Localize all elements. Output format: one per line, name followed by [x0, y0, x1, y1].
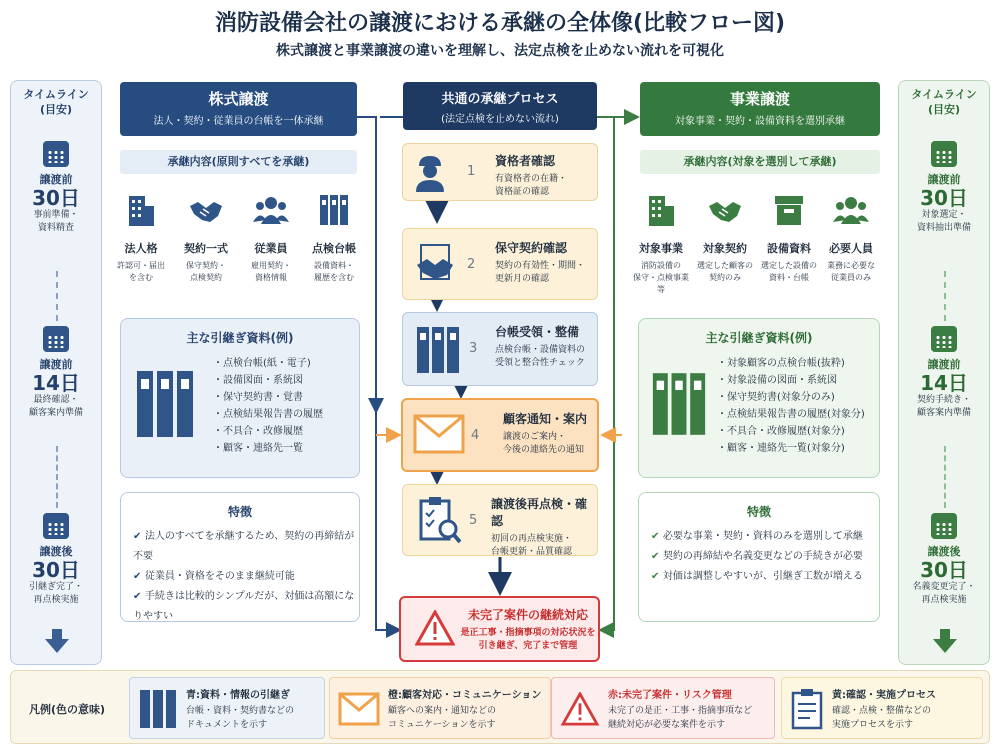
timeline-dash: [56, 446, 58, 508]
process-step-5: [402, 484, 598, 556]
step-desc: 初回の再点検実施・: [491, 534, 573, 544]
binder-icon: [415, 325, 461, 375]
legend-desc: コミュニケーションを示す: [388, 720, 496, 730]
clipboard-icon: [790, 688, 824, 730]
list-item: ・ 顧客・連絡先一覧: [213, 440, 323, 457]
category-sub: 契約のみ: [709, 273, 741, 282]
archive-box-icon: [771, 192, 807, 228]
feature-text: 必要な事業・契約・資料のみを選別して承継: [662, 531, 863, 542]
step-title: 台帳受領・整備: [495, 325, 580, 339]
business-materials-list: [717, 355, 865, 457]
risk-desc: 引き継ぎ、完了まで管理: [478, 641, 578, 651]
timeline-note: 引継ぎ完了・: [28, 582, 83, 592]
list-item: ・ 不具合・改修履歴: [213, 423, 323, 440]
handshake-doc-icon: [415, 243, 455, 283]
stock-category: [177, 192, 235, 284]
legend-title: 青:資料・情報の引継ぎ: [186, 690, 290, 701]
step-number: 3: [469, 341, 478, 356]
binder-icon: [651, 369, 707, 439]
business-materials-title: 主な引継ぎ資料(例): [705, 331, 813, 345]
binder-icon: [138, 688, 178, 730]
step-desc: 更新月の確認: [495, 274, 550, 284]
stock-scope-label: 承継内容(原則すべてを承継): [120, 150, 357, 174]
warning-icon: [415, 610, 455, 646]
stock-category: [305, 192, 363, 284]
business-features-list: [651, 527, 863, 587]
category-sub: 履歴を含む: [314, 273, 354, 282]
timeline-days: 14日: [32, 371, 80, 395]
timeline-days: 30日: [32, 558, 80, 582]
legend-label: 凡例(色の意味): [29, 703, 106, 716]
timeline-when: 譲渡前: [927, 173, 961, 186]
timeline-note: 事前準備・: [33, 210, 79, 220]
step-title: 譲渡後再点検・確認: [491, 497, 588, 528]
timeline-note: 再点検実施: [33, 595, 79, 605]
page-subtitle: 株式譲渡と事業譲渡の違いを理解し、法定点検を止めない流れを可視化: [276, 43, 724, 59]
timeline-step: [11, 141, 101, 235]
people-icon: [833, 192, 869, 228]
list-item: ・ 保守契約書・覚書: [213, 389, 323, 406]
stock-materials-panel: [120, 318, 360, 478]
business-materials-panel: [638, 318, 880, 478]
timeline-right-header-sub: (目安): [927, 103, 961, 116]
list-item: ・ 点検台帳(紙・電子): [213, 355, 323, 372]
business-transfer-title: 事業譲渡: [729, 90, 790, 108]
category-label: 対象事業: [639, 242, 683, 255]
binder-icon: [135, 369, 195, 439]
category-label: 必要人員: [829, 242, 873, 255]
legend-item-blue: [129, 677, 325, 739]
list-item: ・ 点検結果報告書の履歴(対象分): [717, 406, 865, 423]
process-risk-step: [399, 596, 600, 662]
step-desc: 有資格者の在籍・: [495, 174, 568, 184]
building-icon: [643, 192, 679, 228]
calendar-icon: [931, 513, 957, 539]
timeline-note: 資料抽出準備: [916, 223, 971, 233]
category-sub: 設備資料・: [314, 261, 354, 270]
binder-icon: [316, 192, 352, 228]
check-icon: ✔: [133, 571, 145, 582]
legend-desc: 顧客への案内・通知などの: [388, 706, 497, 716]
step-desc: 契約の有効性・期間・: [495, 261, 586, 271]
legend: [10, 670, 990, 744]
stock-category: [242, 192, 300, 284]
common-process-subtitle: (法定点検を止めない流れ): [441, 114, 559, 125]
business-transfer-header: [640, 82, 880, 136]
legend-title: 黄:確認・実施プロセス: [832, 690, 936, 701]
common-process-title: 共通の承継プロセス: [441, 92, 559, 107]
step-number: 4: [471, 428, 480, 443]
category-sub: 雇用契約・: [251, 261, 291, 270]
business-scope-label: 承継内容(対象を選別して承継): [640, 150, 880, 174]
stock-features-panel: [120, 492, 360, 622]
timeline-note: 契約手続き・: [916, 395, 971, 405]
timeline-when: 譲渡前: [39, 358, 73, 371]
process-step-3: [402, 312, 598, 386]
category-label: 点検台帳: [312, 242, 356, 255]
category-label: 法人格: [124, 242, 158, 255]
step-number: 5: [469, 513, 478, 528]
timeline-right: [898, 80, 990, 665]
process-step-4: [401, 398, 599, 472]
handshake-icon: [707, 192, 743, 228]
stock-features-title: 特徴: [227, 505, 252, 519]
timeline-note: 顧客案内準備: [28, 408, 83, 418]
feature-text: 対価は調整しやすいが、引継ぎ工数が増える: [662, 571, 863, 582]
building-icon: [123, 192, 159, 228]
common-process-header: [403, 82, 597, 130]
legend-item-red: [551, 677, 775, 739]
step-title: 保守契約確認: [495, 241, 568, 255]
check-icon: ✔: [651, 551, 663, 562]
category-label: 対象契約: [703, 242, 747, 255]
category-sub: 資料・台帳: [769, 273, 809, 282]
timeline-step: [899, 141, 989, 235]
category-sub: 保守・点検事業等: [633, 273, 689, 294]
calendar-icon: [43, 141, 69, 167]
timeline-note: 最終確認・: [33, 395, 79, 405]
timeline-note: 名義変更完了・: [912, 582, 976, 592]
legend-title: 赤:未完了案件・リスク管理: [608, 690, 732, 701]
business-category: [696, 192, 754, 284]
category-sub: 業務に必要な: [827, 261, 875, 270]
list-item: ・ 対象設備の図面・系統図: [717, 372, 865, 389]
category-sub: 資格情報: [255, 273, 287, 282]
timeline-arrow-icon: [933, 639, 957, 653]
business-category: [822, 192, 880, 284]
category-sub: 選定した顧客の: [697, 261, 753, 270]
business-category: [632, 192, 690, 296]
timeline-note: 顧客案内準備: [916, 408, 971, 418]
envelope-icon: [338, 692, 380, 726]
step-desc: 台帳更新・品質確認: [491, 547, 573, 557]
timeline-note: 資料精査: [37, 223, 74, 233]
step-number: 2: [467, 257, 476, 272]
handshake-icon: [188, 192, 224, 228]
stock-features-list: [133, 527, 359, 627]
calendar-icon: [43, 513, 69, 539]
timeline-dash: [944, 271, 946, 321]
timeline-right-header: タイムライン: [911, 88, 977, 101]
business-category: [760, 192, 818, 284]
category-sub: 許認可・届出: [117, 261, 165, 270]
legend-desc: 実施プロセスを示す: [832, 720, 914, 730]
category-sub: 保守契約・: [186, 261, 226, 270]
step-desc: 今後の連絡先の通知: [503, 445, 585, 455]
step-desc: 譲渡のご案内・: [503, 432, 567, 442]
worker-icon: [413, 154, 447, 192]
list-item: ・ 点検結果報告書の履歴: [213, 406, 323, 423]
list-item: ・ 対象顧客の点検台帳(抜粋): [717, 355, 865, 372]
business-transfer-subtitle: 対象事業・契約・設備資料を選別承継: [675, 116, 845, 127]
list-item: ・ 不具合・改修履歴(対象分): [717, 423, 865, 440]
stock-materials-list: [213, 355, 323, 457]
check-icon: ✔: [651, 531, 663, 542]
step-title: 資格者確認: [495, 154, 556, 168]
timeline-note: 対象選定・: [921, 210, 967, 220]
stock-transfer-title: 株式譲渡: [208, 90, 269, 108]
timeline-when: 譲渡後: [927, 545, 961, 558]
category-sub: 従業員のみ: [831, 273, 871, 282]
stock-transfer-subtitle: 法人・契約・従業員の台帳を一体承継: [153, 116, 324, 127]
timeline-step: [899, 326, 989, 420]
timeline-step: [11, 326, 101, 420]
timeline-step: [11, 513, 101, 607]
legend-desc: 台帳・資料・契約書などの: [186, 706, 295, 716]
legend-desc: ドキュメントを示す: [186, 720, 268, 730]
calendar-icon: [931, 326, 957, 352]
list-item: ・ 顧客・連絡先一覧(対象分): [717, 440, 865, 457]
timeline-days: 14日: [920, 371, 968, 395]
timeline-dash: [56, 271, 58, 321]
timeline-days: 30日: [920, 558, 968, 582]
timeline-when: 譲渡前: [39, 173, 73, 186]
risk-title: 未完了案件の継続対応: [467, 608, 588, 622]
legend-item-orange: [329, 677, 551, 739]
timeline-left-header-sub: (目安): [39, 103, 73, 116]
timeline-note: 再点検実施: [921, 595, 967, 605]
timeline-dash: [944, 446, 946, 508]
category-sub: 点検契約: [190, 273, 222, 282]
list-item: ・ 設備図面・系統図: [213, 372, 323, 389]
calendar-icon: [43, 326, 69, 352]
page-title: 消防設備会社の譲渡における承継の全体像(比較フロー図): [214, 11, 786, 36]
timeline-when: 譲渡前: [927, 358, 961, 371]
envelope-icon: [413, 414, 465, 454]
check-icon: ✔: [651, 571, 663, 582]
step-number: 1: [467, 164, 476, 179]
timeline-step: [899, 513, 989, 607]
step-title: 顧客通知・案内: [503, 412, 588, 426]
legend-desc: 確認・点検・整備などの: [832, 706, 932, 716]
warning-icon: [560, 692, 600, 726]
category-sub: 消防設備の: [641, 261, 681, 270]
category-label: 設備資料: [767, 242, 811, 255]
list-item: ・ 保守契約書(対象分のみ): [717, 389, 865, 406]
category-sub: 選定した設備の: [761, 261, 817, 270]
step-desc: 資格証の確認: [495, 187, 550, 197]
business-features-title: 特徴: [746, 505, 771, 519]
stock-category: [112, 192, 170, 284]
category-sub: を含む: [129, 273, 153, 282]
feature-text: 契約の再締結や名義変更などの手続きが必要: [662, 551, 863, 562]
business-features-panel: [638, 492, 880, 622]
stock-transfer-header: [120, 82, 357, 136]
feature-text: 手続きは比較的シンプルだが、対価は高額になりやすい: [133, 591, 355, 622]
clipboard-check-icon: [417, 495, 461, 545]
category-label: 従業員: [254, 242, 288, 255]
step-desc: 点検台帳・設備資料の: [495, 345, 586, 355]
check-icon: ✔: [133, 531, 145, 542]
category-label: 契約一式: [184, 242, 228, 255]
legend-item-yellow: [781, 677, 983, 739]
feature-text: 従業員・資格をそのまま継続可能: [144, 571, 295, 582]
check-icon: ✔: [133, 591, 145, 602]
timeline-arrow-icon: [45, 639, 69, 653]
legend-desc: 継続対応が必要な案件を示す: [608, 720, 726, 730]
process-step-1: [402, 143, 598, 201]
legend-desc: 未完了の是正・工事・指摘事項など: [608, 706, 753, 716]
timeline-left: [10, 80, 102, 665]
stock-materials-title: 主な引継ぎ資料(例): [186, 331, 294, 345]
timeline-days: 30日: [920, 186, 968, 210]
legend-title: 橙:顧客対応・コミュニケーション: [388, 690, 542, 701]
process-step-2: [402, 228, 598, 300]
timeline-days: 30日: [32, 186, 80, 210]
feature-text: 法人のすべてを承継するため、契約の再締結が不要: [133, 531, 355, 562]
timeline-left-header: タイムライン: [23, 88, 89, 101]
calendar-icon: [931, 141, 957, 167]
people-icon: [253, 192, 289, 228]
risk-desc: 是正工事・指摘事項の対応状況を: [460, 628, 596, 638]
timeline-when: 譲渡後: [39, 545, 73, 558]
step-desc: 受領と整合性チェック: [495, 358, 585, 368]
